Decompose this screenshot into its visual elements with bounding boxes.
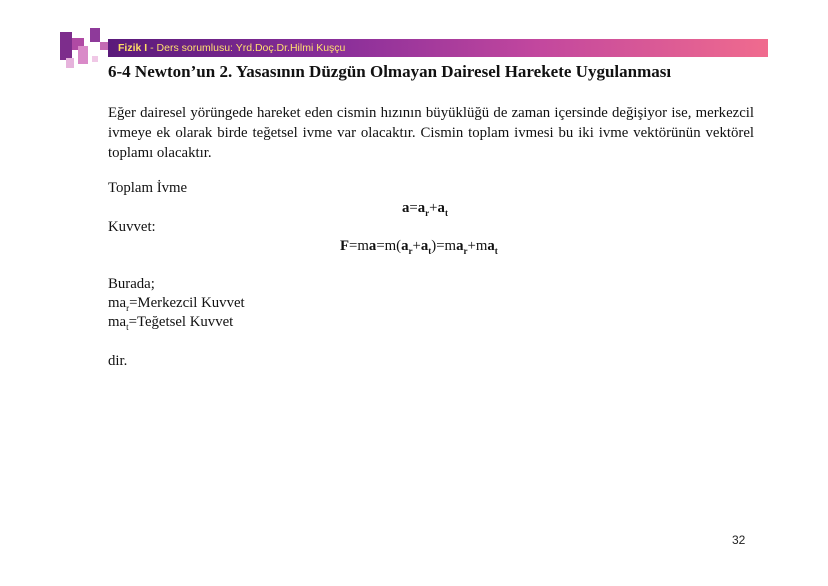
force-equation: $F=ma=m(a_r+a_t)=ma_r+ma_t$ [340,238,498,256]
logo-square [92,56,98,62]
definition-tangential: $ma_t=Teğetsel$ Kuvvet [108,314,234,332]
logo-square [78,46,88,64]
force-label: Kuvvet: [108,219,156,235]
header-banner [108,39,768,57]
burada-label: Burada; [108,276,155,292]
intro-paragraph: Eğer dairesel yörüngede hareket eden cismin hızının büyüklüğü de zaman içersinde değişiyor ise, merkezcil ivmeye ek olarak birde teğetsel ivme var olacaktır. Cismin toplam ivmesi bu iki ivme vektörünün vektörel toplamı olacaktır. [108,105,754,161]
instructor-name: Ders sorumlusu: Yrd.Doç.Dr.Hilmi Kuşçu [156,42,346,54]
slide-title: 6-4 Newton’un 2. Yasasının Düzgün Olmayan Dairesel Harekete Uygulanması [108,62,672,81]
page-number: 32 [732,533,746,547]
logo-square [60,32,72,60]
logo-square [90,28,100,42]
logo-square [66,58,74,68]
header-separator: - [147,42,157,54]
course-name: Fizik I [118,42,148,54]
total-accel-label: Toplam İvme [108,180,188,196]
closing-text: dir. [108,353,128,369]
logo-square [100,42,108,50]
accel-equation: $a=a_r+a_t$ [402,200,448,218]
definition-radial: $ma_r=Merkezcil$ Kuvvet [108,295,245,313]
